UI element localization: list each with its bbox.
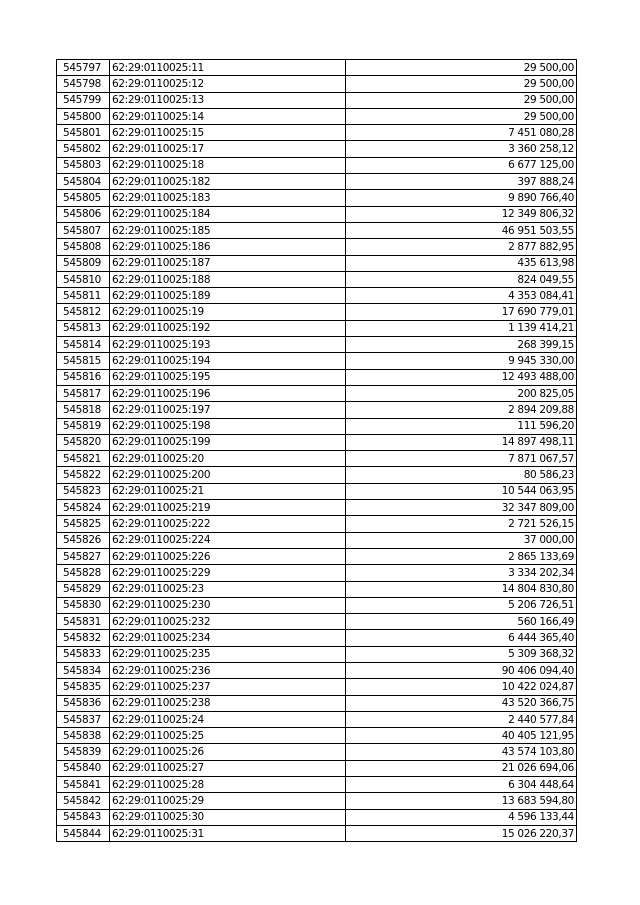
table-row [57,548,577,564]
row-number-cell: 545843 [57,809,110,825]
row-number-cell: 545834 [57,662,110,678]
cadastral-number-cell: 62:29:0110025:199 [110,434,346,450]
cadastral-value-cell: 6 444 365,40 [346,630,577,646]
table-row [57,793,577,809]
cadastral-number-cell: 62:29:0110025:222 [110,516,346,532]
table-row [57,809,577,825]
cadastral-number-cell: 62:29:0110025:24 [110,711,346,727]
row-number-cell: 545823 [57,483,110,499]
cadastral-number-cell: 62:29:0110025:183 [110,190,346,206]
cadastral-value-cell: 2 894 209,88 [346,402,577,418]
table-row [57,646,577,662]
cadastral-value-cell: 2 877 882,95 [346,239,577,255]
table-row [57,728,577,744]
table-row [57,483,577,499]
cadastral-value-cell: 111 596,20 [346,418,577,434]
cadastral-value-cell: 10 544 063,95 [346,483,577,499]
row-number-cell: 545811 [57,288,110,304]
cadastral-value-cell: 14 804 830,80 [346,581,577,597]
cadastral-value-cell: 7 871 067,57 [346,451,577,467]
cadastral-number-cell: 62:29:0110025:29 [110,793,346,809]
cadastral-value-cell: 2 721 526,15 [346,516,577,532]
cadastral-number-cell: 62:29:0110025:192 [110,320,346,336]
table-row [57,467,577,483]
cadastral-value-cell: 5 206 726,51 [346,597,577,613]
row-number-cell: 545797 [57,60,110,76]
row-number-cell: 545839 [57,744,110,760]
table-row [57,777,577,793]
cadastral-value-cell: 80 586,23 [346,467,577,483]
row-number-cell: 545827 [57,548,110,564]
row-number-cell: 545842 [57,793,110,809]
cadastral-value-cell: 21 026 694,06 [346,760,577,776]
table-row [57,402,577,418]
cadastral-value-cell: 268 399,15 [346,337,577,353]
table-row [57,353,577,369]
cadastral-number-cell: 62:29:0110025:13 [110,92,346,108]
cadastral-number-cell: 62:29:0110025:26 [110,744,346,760]
cadastral-value-cell: 90 406 094,40 [346,662,577,678]
cadastral-number-cell: 62:29:0110025:195 [110,369,346,385]
cadastral-number-cell: 62:29:0110025:11 [110,60,346,76]
table-row [57,239,577,255]
cadastral-value-cell: 9 945 330,00 [346,353,577,369]
cadastral-value-cell: 29 500,00 [346,76,577,92]
cadastral-number-cell: 62:29:0110025:189 [110,288,346,304]
cadastral-value-cell: 6 677 125,00 [346,157,577,173]
row-number-cell: 545837 [57,711,110,727]
row-number-cell: 545824 [57,500,110,516]
cadastral-number-cell: 62:29:0110025:196 [110,385,346,401]
cadastral-number-cell: 62:29:0110025:185 [110,222,346,238]
cadastral-value-cell: 29 500,00 [346,92,577,108]
row-number-cell: 545826 [57,532,110,548]
cadastral-value-cell: 15 026 220,37 [346,825,577,841]
table-row [57,825,577,841]
row-number-cell: 545844 [57,825,110,841]
cadastral-number-cell: 62:29:0110025:197 [110,402,346,418]
table-row [57,157,577,173]
cadastral-number-cell: 62:29:0110025:194 [110,353,346,369]
table-row [57,597,577,613]
cadastral-number-cell: 62:29:0110025:28 [110,777,346,793]
table-row [57,141,577,157]
cadastral-value-cell: 43 520 366,75 [346,695,577,711]
table-row [57,206,577,222]
table-row [57,532,577,548]
row-number-cell: 545798 [57,76,110,92]
cadastral-value-cell: 397 888,24 [346,174,577,190]
table-row [57,679,577,695]
row-number-cell: 545810 [57,271,110,287]
cadastral-number-cell: 62:29:0110025:193 [110,337,346,353]
row-number-cell: 545799 [57,92,110,108]
row-number-cell: 545825 [57,516,110,532]
cadastral-value-cell: 4 353 084,41 [346,288,577,304]
table-row [57,695,577,711]
table-row [57,76,577,92]
row-number-cell: 545832 [57,630,110,646]
cadastral-number-cell: 62:29:0110025:236 [110,662,346,678]
cadastral-value-cell: 14 897 498,11 [346,434,577,450]
cadastral-value-cell: 435 613,98 [346,255,577,271]
row-number-cell: 545803 [57,157,110,173]
row-number-cell: 545817 [57,385,110,401]
cadastral-number-cell: 62:29:0110025:31 [110,825,346,841]
cadastral-value-cell: 200 825,05 [346,385,577,401]
cadastral-value-cell: 1 139 414,21 [346,320,577,336]
cadastral-number-cell: 62:29:0110025:184 [110,206,346,222]
cadastral-value-cell: 560 166,49 [346,614,577,630]
row-number-cell: 545820 [57,434,110,450]
row-number-cell: 545828 [57,565,110,581]
cadastral-number-cell: 62:29:0110025:12 [110,76,346,92]
cadastral-number-cell: 62:29:0110025:30 [110,809,346,825]
row-number-cell: 545838 [57,728,110,744]
table-row [57,304,577,320]
row-number-cell: 545802 [57,141,110,157]
cadastral-number-cell: 62:29:0110025:188 [110,271,346,287]
cadastral-number-cell: 62:29:0110025:224 [110,532,346,548]
table-row [57,174,577,190]
table-row [57,320,577,336]
table-row [57,662,577,678]
row-number-cell: 545809 [57,255,110,271]
row-number-cell: 545833 [57,646,110,662]
cadastral-value-cell: 2 440 577,84 [346,711,577,727]
cadastral-value-table [56,59,577,842]
cadastral-value-cell: 46 951 503,55 [346,222,577,238]
row-number-cell: 545835 [57,679,110,695]
cadastral-number-cell: 62:29:0110025:238 [110,695,346,711]
cadastral-number-cell: 62:29:0110025:237 [110,679,346,695]
row-number-cell: 545808 [57,239,110,255]
row-number-cell: 545836 [57,695,110,711]
table-row [57,369,577,385]
row-number-cell: 545831 [57,614,110,630]
row-number-cell: 545800 [57,108,110,124]
cadastral-number-cell: 62:29:0110025:182 [110,174,346,190]
row-number-cell: 545813 [57,320,110,336]
row-number-cell: 545818 [57,402,110,418]
cadastral-value-cell: 29 500,00 [346,60,577,76]
cadastral-value-cell: 10 422 024,87 [346,679,577,695]
table-row [57,385,577,401]
row-number-cell: 545815 [57,353,110,369]
cadastral-value-cell: 40 405 121,95 [346,728,577,744]
table-row [57,614,577,630]
row-number-cell: 545816 [57,369,110,385]
cadastral-number-cell: 62:29:0110025:15 [110,125,346,141]
cadastral-number-cell: 62:29:0110025:18 [110,157,346,173]
row-number-cell: 545804 [57,174,110,190]
cadastral-value-cell: 17 690 779,01 [346,304,577,320]
table-row [57,288,577,304]
cadastral-number-cell: 62:29:0110025:219 [110,500,346,516]
row-number-cell: 545830 [57,597,110,613]
table-body [57,60,577,842]
table-row [57,581,577,597]
cadastral-number-cell: 62:29:0110025:187 [110,255,346,271]
cadastral-number-cell: 62:29:0110025:200 [110,467,346,483]
cadastral-number-cell: 62:29:0110025:25 [110,728,346,744]
cadastral-value-cell: 37 000,00 [346,532,577,548]
table-row [57,337,577,353]
cadastral-number-cell: 62:29:0110025:23 [110,581,346,597]
table-row [57,630,577,646]
table-row [57,760,577,776]
cadastral-value-cell: 13 683 594,80 [346,793,577,809]
table-row [57,190,577,206]
table-row [57,125,577,141]
row-number-cell: 545822 [57,467,110,483]
row-number-cell: 545829 [57,581,110,597]
cadastral-value-cell: 7 451 080,28 [346,125,577,141]
table-row [57,255,577,271]
row-number-cell: 545805 [57,190,110,206]
cadastral-value-cell: 3 360 258,12 [346,141,577,157]
cadastral-number-cell: 62:29:0110025:27 [110,760,346,776]
row-number-cell: 545840 [57,760,110,776]
cadastral-value-cell: 12 493 488,00 [346,369,577,385]
cadastral-value-cell: 5 309 368,32 [346,646,577,662]
table-row [57,222,577,238]
row-number-cell: 545806 [57,206,110,222]
table-row [57,418,577,434]
cadastral-number-cell: 62:29:0110025:230 [110,597,346,613]
cadastral-number-cell: 62:29:0110025:229 [110,565,346,581]
table-row [57,92,577,108]
table-row [57,500,577,516]
cadastral-value-cell: 43 574 103,80 [346,744,577,760]
cadastral-value-cell: 32 347 809,00 [346,500,577,516]
cadastral-number-cell: 62:29:0110025:14 [110,108,346,124]
row-number-cell: 545812 [57,304,110,320]
cadastral-number-cell: 62:29:0110025:21 [110,483,346,499]
table-row [57,108,577,124]
row-number-cell: 545841 [57,777,110,793]
cadastral-number-cell: 62:29:0110025:20 [110,451,346,467]
table-row [57,60,577,76]
cadastral-number-cell: 62:29:0110025:235 [110,646,346,662]
table-row [57,451,577,467]
cadastral-value-cell: 824 049,55 [346,271,577,287]
cadastral-value-cell: 6 304 448,64 [346,777,577,793]
cadastral-number-cell: 62:29:0110025:234 [110,630,346,646]
cadastral-value-cell: 29 500,00 [346,108,577,124]
cadastral-value-cell: 9 890 766,40 [346,190,577,206]
table-row [57,516,577,532]
row-number-cell: 545801 [57,125,110,141]
table-row [57,744,577,760]
cadastral-number-cell: 62:29:0110025:226 [110,548,346,564]
cadastral-value-cell: 2 865 133,69 [346,548,577,564]
table-row [57,565,577,581]
row-number-cell: 545814 [57,337,110,353]
row-number-cell: 545807 [57,222,110,238]
table-row [57,711,577,727]
cadastral-number-cell: 62:29:0110025:17 [110,141,346,157]
row-number-cell: 545821 [57,451,110,467]
cadastral-number-cell: 62:29:0110025:19 [110,304,346,320]
cadastral-value-cell: 4 596 133,44 [346,809,577,825]
row-number-cell: 545819 [57,418,110,434]
cadastral-number-cell: 62:29:0110025:232 [110,614,346,630]
table-row [57,434,577,450]
cadastral-value-cell: 3 334 202,34 [346,565,577,581]
cadastral-value-cell: 12 349 806,32 [346,206,577,222]
cadastral-number-cell: 62:29:0110025:186 [110,239,346,255]
table-row [57,271,577,287]
cadastral-number-cell: 62:29:0110025:198 [110,418,346,434]
